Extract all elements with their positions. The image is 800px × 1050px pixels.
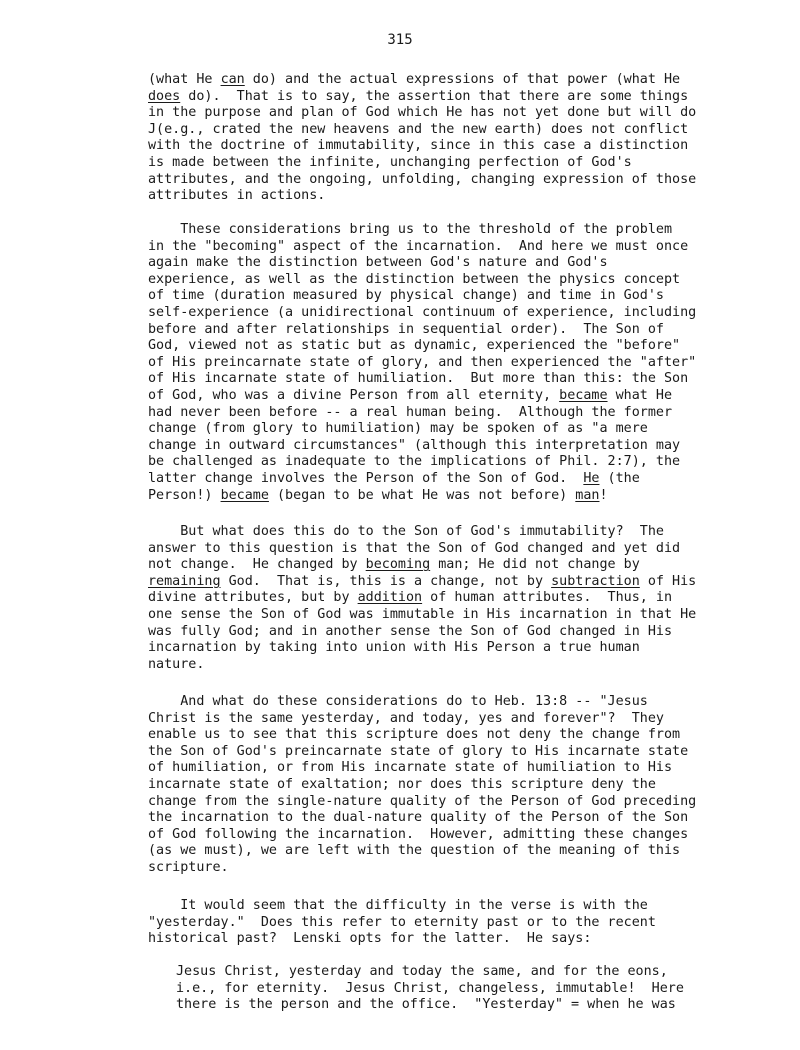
text-line: [148, 810, 688, 826]
text-line: [148, 843, 680, 859]
text-line: [148, 288, 664, 304]
text-line: [148, 272, 680, 288]
text-run: historical past? Lenski opts for the latter. He says:: [148, 931, 592, 947]
text-line: [176, 997, 676, 1013]
text-line: [148, 727, 680, 743]
underlined-word: addition: [357, 590, 423, 606]
text-run: do). That is to say, the assertion that there are some things: [180, 88, 689, 104]
text-line: [148, 371, 688, 387]
text-run: of God, who was a divine Person from all eternity,: [148, 388, 560, 403]
text-line: [148, 898, 648, 914]
text-line: [148, 640, 640, 656]
text-run: It would seem that the difficulty in the verse is with the: [148, 898, 648, 913]
text-run: one sense the Son of God was immutable in His incarnation in that He: [148, 607, 697, 622]
text-run: answer to this question is that the Son of God changed and yet did: [148, 540, 681, 556]
text-run: of His: [639, 573, 697, 589]
underlined-word: man: [575, 487, 600, 503]
underlined-word: became: [559, 388, 608, 403]
text-run: incarnation by taking into union with His Person a true human: [148, 640, 640, 656]
text-line: [148, 405, 672, 421]
page-number: 315: [387, 32, 413, 48]
text-run: attributes, and the ongoing, unfolding, changing expression of those: [148, 171, 697, 187]
text-line: [148, 239, 688, 255]
text-run: But what does this do to the Son of God's immutability? The: [148, 524, 664, 539]
text-line: [148, 657, 204, 673]
underlined-word: becoming: [365, 557, 431, 573]
text-line: [148, 355, 696, 371]
text-line: [148, 222, 672, 238]
text-line: [148, 794, 696, 810]
text-run: Jesus Christ, yesterday and today the same, and for the eons,: [176, 964, 668, 979]
text-run: of His preincarnate state of glory, and then experienced the "after": [148, 354, 697, 370]
text-run: change (from glory to humiliation) may be spoken of as "a mere: [148, 421, 648, 437]
text-run: And what do these considerations do to Heb. 13:8 -- "Jesus: [148, 694, 648, 709]
underlined-word: does: [148, 88, 181, 104]
text-line: [148, 557, 640, 573]
text-run: incarnate state of exaltation; nor does this scripture deny the: [148, 777, 656, 792]
text-line: [148, 860, 229, 876]
text-line: [148, 915, 656, 931]
text-line: [148, 305, 696, 321]
text-line: [148, 172, 696, 188]
text-run: God, viewed not as static but as dynamic, experienced the "before": [148, 338, 681, 354]
text-line: [148, 89, 688, 105]
text-run: man; He did not change by: [430, 557, 640, 573]
text-run: of human attributes. Thus, in: [422, 590, 673, 606]
underlined-word: subtraction: [551, 573, 640, 589]
text-line: [148, 255, 608, 271]
text-run: latter change involves the Person of the Son of God.: [148, 471, 584, 486]
text-run: is made between the infinite, unchanging perfection of God's: [148, 155, 632, 170]
text-run: there is the person and the office. "Yesterday" = when he was: [176, 997, 676, 1013]
text-line: [148, 694, 648, 710]
text-line: [148, 488, 608, 504]
text-run: in the purpose and plan of God which He has not yet done but will do: [148, 105, 697, 121]
text-line: [148, 155, 632, 171]
text-run: scripture.: [148, 860, 229, 875]
text-run: (what He: [148, 72, 221, 87]
text-line: [148, 827, 688, 843]
text-line: [148, 471, 640, 487]
text-line: [148, 388, 672, 404]
text-run: (began to be what He was not before): [268, 487, 576, 503]
text-run: self-experience (a unidirectional continuum of experience, including: [148, 305, 697, 320]
text-line: [148, 338, 680, 354]
text-run: change in outward circumstances" (although this interpretation may: [148, 437, 681, 453]
text-line: [148, 105, 696, 121]
text-run: Christ is the same yesterday, and today, yes and forever"? They: [148, 710, 664, 726]
text-line: [148, 574, 696, 590]
text-run: the incarnation to the dual-nature quality of the Person of the Son: [148, 810, 689, 826]
text-run: was fully God; and in another sense the Son of God changed in His: [148, 623, 673, 639]
text-line: [148, 590, 672, 606]
text-line: [148, 438, 680, 454]
text-run: before and after relationships in sequential order). The Son of: [148, 321, 664, 337]
text-line: [148, 541, 680, 557]
text-line: [148, 777, 656, 793]
text-run: be challenged as inadequate to the implications of Phil. 2:7), the: [148, 454, 681, 470]
text-run: attributes in actions.: [148, 188, 326, 204]
text-line: [148, 711, 664, 727]
text-run: with the doctrine of immutability, since in this case a distinction: [148, 138, 689, 154]
text-run: of His incarnate state of humiliation. But more than this: the Son: [148, 371, 689, 387]
text-run: change from the single-nature quality of the Person of God preceding: [148, 793, 697, 809]
text-line: [148, 607, 696, 623]
text-run: Person!): [148, 487, 221, 503]
text-run: (as we must), we are left with the question of the meaning of this: [148, 843, 681, 859]
text-run: (the: [599, 471, 640, 486]
text-line: [148, 454, 680, 470]
text-run: in the "becoming" aspect of the incarnation. And here we must once: [148, 238, 689, 254]
text-run: had never been before -- a real human being. Although the former: [148, 404, 673, 420]
text-run: divine attributes, but by: [148, 590, 358, 606]
text-line: [148, 188, 325, 204]
text-line: [148, 122, 688, 138]
text-run: the Son of God's preincarnate state of glory to His incarnate state: [148, 743, 689, 759]
text-line: [176, 964, 668, 980]
text-line: [148, 760, 672, 776]
underlined-word: remaining: [148, 573, 221, 589]
text-run: do) and the actual expressions of that power (what He: [244, 72, 681, 87]
text-line: [148, 524, 664, 540]
text-run: enable us to see that this scripture does not deny the change from: [148, 727, 681, 743]
underlined-word: He: [583, 471, 600, 486]
text-run: what He: [607, 388, 673, 403]
text-run: experience, as well as the distinction between the physics concept: [148, 271, 681, 287]
text-run: J(e.g., crated the new heavens and the new earth) does not conflict: [148, 121, 689, 137]
text-run: These considerations bring us to the threshold of the problem: [148, 222, 673, 237]
text-run: of humiliation, or from His incarnate state of humiliation to His: [148, 760, 673, 776]
text-line: [176, 981, 684, 997]
text-line: [148, 138, 688, 154]
text-run: of time (duration measured by physical change) and time in God's: [148, 288, 664, 304]
underlined-word: can: [220, 72, 245, 87]
text-run: nature.: [148, 656, 205, 672]
text-run: !: [599, 487, 608, 503]
text-line: [148, 744, 688, 760]
text-line: [148, 322, 664, 338]
text-run: i.e., for eternity. Jesus Christ, changeless, immutable! Here: [176, 980, 684, 996]
text-run: God. That is, this is a change, not by: [220, 573, 552, 589]
text-line: [148, 624, 672, 640]
text-run: not change. He changed by: [148, 557, 366, 573]
text-line: [148, 72, 680, 88]
text-line: [148, 931, 591, 947]
text-run: again make the distinction between God's nature and God's: [148, 255, 608, 271]
underlined-word: became: [220, 487, 269, 503]
text-line: [148, 421, 648, 437]
text-run: of God following the incarnation. However, admitting these changes: [148, 826, 689, 842]
text-run: "yesterday." Does this refer to eternity past or to the recent: [148, 914, 656, 930]
